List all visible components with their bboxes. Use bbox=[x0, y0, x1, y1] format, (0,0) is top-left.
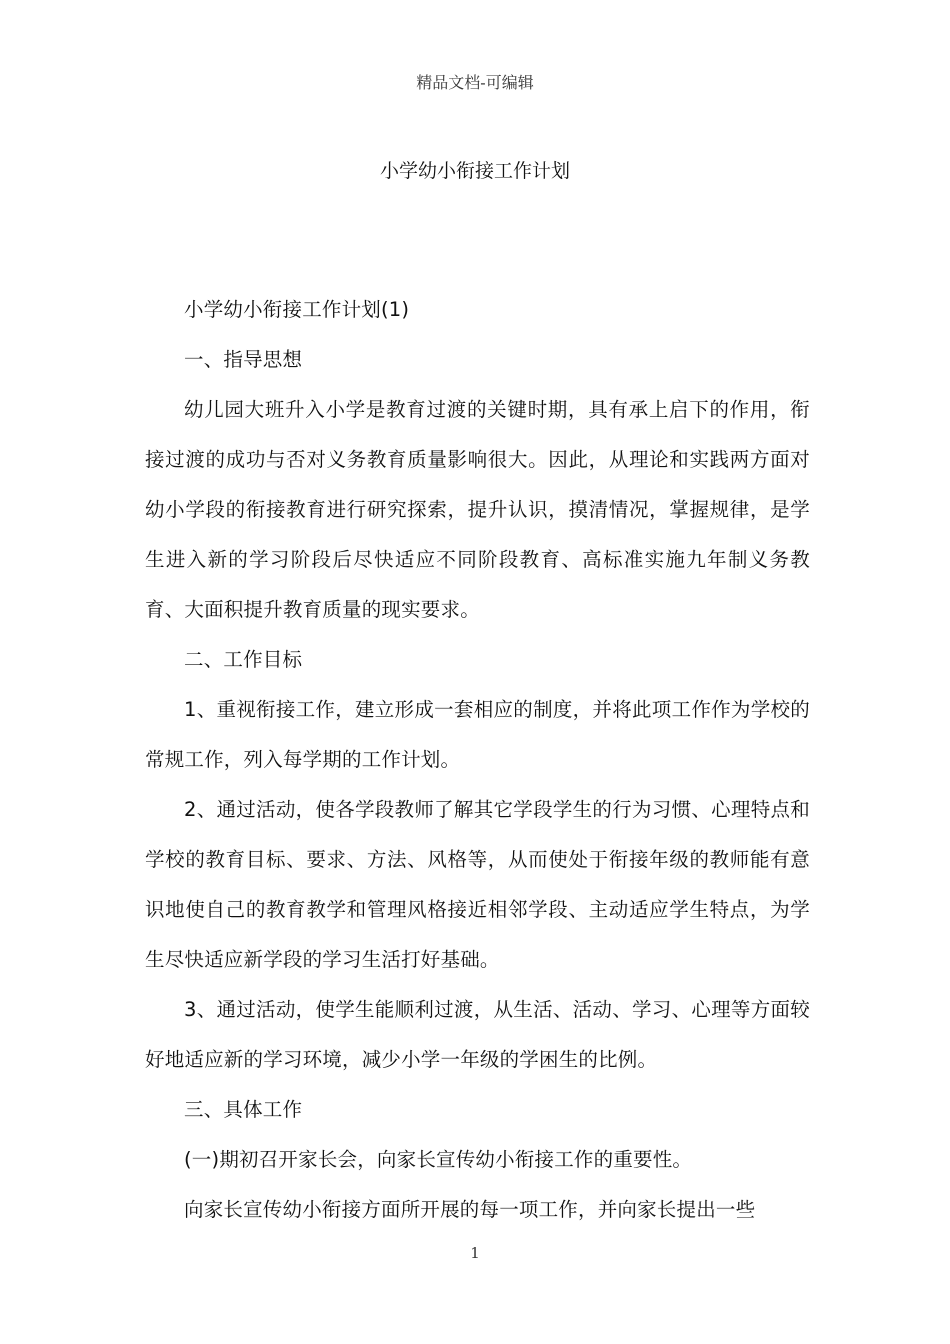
body-paragraph: 2、通过活动，使各学段教师了解其它学段学生的行为习惯、心理特点和学校的教育目标、要求、方法、风格等，从而使处于衔接年级的教师能有意识地使自己的教育教学和管理风格接近相邻学段、主动适应学生特点，为学生尽快适应新学段的学习生活打好基础。 bbox=[145, 798, 810, 971]
body-paragraph: 向家长宣传幼小衔接方面所开展的每一项工作，并向家长提出一些 bbox=[184, 1198, 756, 1221]
body-paragraph: (一)期初召开家长会，向家长宣传幼小衔接工作的重要性。 bbox=[184, 1148, 693, 1171]
section-subtitle: 小学幼小衔接工作计划(1) bbox=[184, 298, 410, 321]
body-paragraph: 3、通过活动，使学生能顺利过渡，从生活、活动、学习、心理等方面较好地适应新的学习环境，减少小学一年级的学困生的比例。 bbox=[145, 998, 810, 1071]
section-heading-guiding-idea: 一、指导思想 bbox=[184, 348, 303, 371]
body-paragraph: 1、重视衔接工作，建立形成一套相应的制度，并将此项工作作为学校的常规工作，列入每学期的工作计划。 bbox=[145, 698, 810, 771]
body-paragraph: 幼儿园大班升入小学是教育过渡的关键时期，具有承上启下的作用，衔接过渡的成功与否对义务教育质量影响很大。因此，从理论和实践两方面对幼小学段的衔接教育进行研究探索，提升认识，摸清情况，掌握规律，是学生进入新的学习阶段后尽快适应不同阶段教育、高标准实施九年制义务教育、大面积提升教育质量的现实要求。 bbox=[145, 398, 810, 621]
page-number: 1 bbox=[470, 1244, 480, 1262]
section-heading-specific-work: 三、具体工作 bbox=[184, 1098, 303, 1121]
section-heading-work-goals: 二、工作目标 bbox=[184, 648, 303, 671]
page-header: 精品文档-可编辑 bbox=[416, 73, 534, 92]
document-body bbox=[145, 285, 810, 1235]
document-title: 小学幼小衔接工作计划 bbox=[379, 160, 570, 182]
